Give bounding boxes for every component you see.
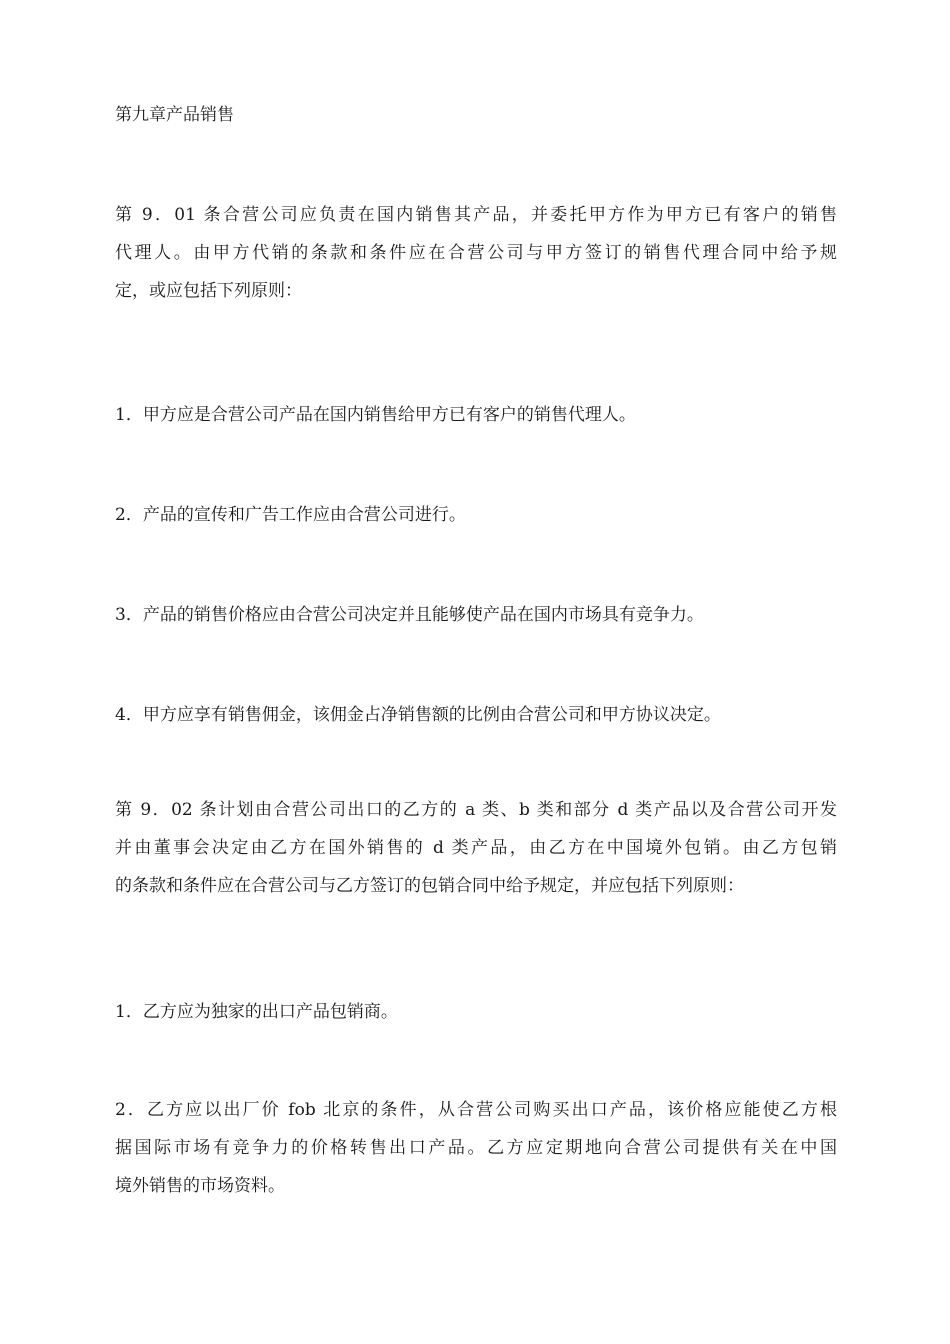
article-9-01-item-2 bbox=[115, 496, 837, 534]
article-9-01-item-4 bbox=[115, 696, 837, 734]
article-9-02-line-1: 第 9．02 条计划由合营公司出口的乙方的 a 类、b 类和部分 d 类产品以及合营公司开发 bbox=[115, 800, 837, 820]
article-9-02-item-1-text: 1．乙方应为独家的出口产品包销商。 bbox=[115, 1002, 398, 1022]
article-9-02-item-2-line-1: 2．乙方应以出厂价 fob 北京的条件，从合营公司购买出口产品，该价格应能使乙方根 bbox=[115, 1100, 837, 1120]
article-9-02-item-2-line-3: 境外销售的市场资料。 bbox=[115, 1176, 285, 1196]
article-9-01-line-3: 定，或应包括下列原则： bbox=[115, 281, 302, 301]
article-9-01-item-2-text: 2．产品的宣传和广告工作应由合营公司进行。 bbox=[115, 505, 466, 525]
article-9-01-line-2: 代理人。由甲方代销的条款和条件应在合营公司与甲方签订的销售代理合同中给予规 bbox=[115, 243, 837, 263]
article-9-01-item-3-text: 3．产品的销售价格应由合营公司决定并且能够使产品在国内市场具有竞争力。 bbox=[115, 605, 704, 625]
article-9-01 bbox=[115, 196, 837, 310]
article-9-01-item-4-text: 4．甲方应享有销售佣金，该佣金占净销售额的比例由合营公司和甲方协议决定。 bbox=[115, 705, 721, 725]
chapter-title bbox=[115, 96, 837, 134]
article-9-02-line-3: 的条款和条件应在合营公司与乙方签订的包销合同中给予规定，并应包括下列原则： bbox=[115, 876, 744, 896]
article-9-01-item-3 bbox=[115, 596, 837, 634]
article-9-02-item-2 bbox=[115, 1091, 837, 1205]
chapter-title-text: 第九章产品销售 bbox=[115, 105, 234, 125]
article-9-01-item-1 bbox=[115, 396, 837, 434]
article-9-01-line-1: 第 9．01 条合营公司应负责在国内销售其产品，并委托甲方作为甲方已有客户的销售 bbox=[115, 205, 837, 225]
article-9-01-item-1-text: 1．甲方应是合营公司产品在国内销售给甲方已有客户的销售代理人。 bbox=[115, 405, 636, 425]
article-9-02-item-1 bbox=[115, 993, 837, 1031]
article-9-02-item-2-line-2: 据国际市场有竞争力的价格转售出口产品。乙方应定期地向合营公司提供有关在中国 bbox=[115, 1138, 837, 1158]
article-9-02 bbox=[115, 791, 837, 905]
article-9-02-line-2: 并由董事会决定由乙方在国外销售的 d 类产品，由乙方在中国境外包销。由乙方包销 bbox=[115, 838, 837, 858]
